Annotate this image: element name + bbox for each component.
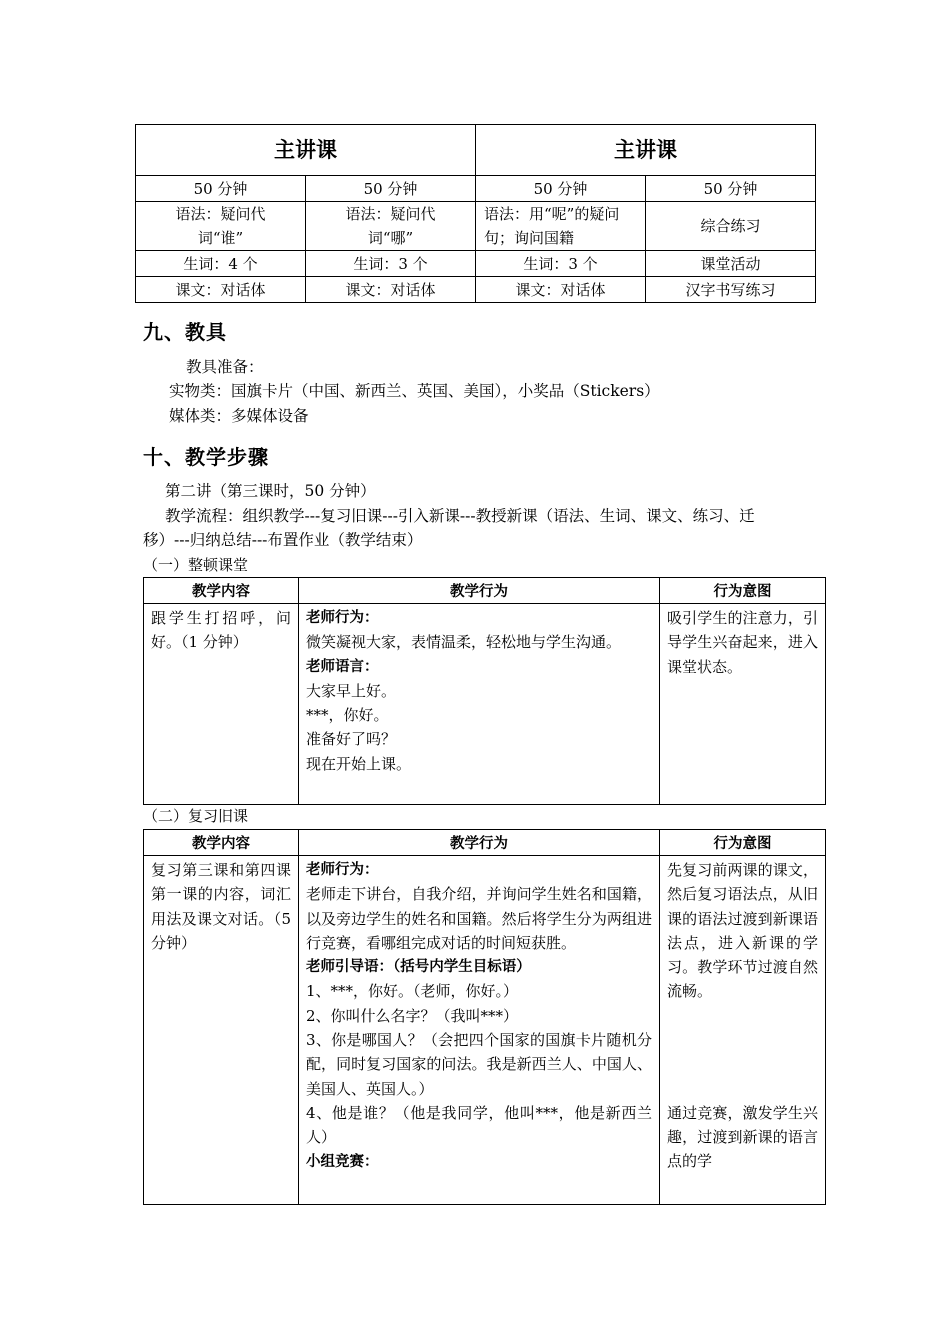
intent-cell: [660, 604, 826, 805]
content-text: 复习第三课和第四课第一课的内容，词汇用法及课文对话。（5 分钟）: [151, 861, 291, 952]
content-text: 跟学生打招呼，问好。（1 分钟）: [151, 609, 291, 652]
behavior-line: 大家早上好。: [306, 681, 397, 700]
intent-cell: [660, 856, 826, 1205]
schedule-header-2: 主讲课: [476, 125, 816, 176]
section-10-title: 十、教学步骤: [143, 445, 269, 469]
schedule-cell: 50 分钟: [476, 176, 646, 202]
behavior-line: 小组竞赛：: [306, 1153, 379, 1170]
column-header-behavior: 教学行为: [299, 578, 660, 604]
intent-text: 吸引学生的注意力，引导学生兴奋起来，进入课堂状态。: [667, 609, 818, 676]
column-header-intent: 行为意图: [660, 578, 826, 604]
behavior-cell: [299, 604, 660, 805]
behavior-line: 老师行为：: [306, 610, 379, 626]
physical-aids-line: 实物类：国旗卡片（中国、新西兰、英国、美国），小奖品（Stickers）: [169, 382, 660, 400]
schedule-cell: 生词：4 个: [136, 251, 306, 277]
behavior-line: 微笑凝视大家，表情温柔，轻松地与学生沟通。: [306, 633, 622, 652]
schedule-cell: 语法：用“呢”的疑问句；询问国籍: [476, 202, 646, 251]
schedule-header-1: 主讲课: [136, 125, 476, 176]
column-header-intent: 行为意图: [660, 830, 826, 856]
media-aids-line: 媒体类：多媒体设备: [169, 407, 309, 425]
intent-text-1: 先复习前两课的课文，然后复习语法点，从旧课的语法过渡到新课语法点，进入新课的学习。教学环节过渡自然流畅。: [667, 861, 818, 1001]
section-9-title: 九、教具: [143, 320, 227, 344]
lecture-info: 第二讲（第三课时，50 分钟）: [165, 482, 376, 500]
part-1-label: （一）整顿课堂: [143, 556, 249, 574]
schedule-cell: 课堂活动: [646, 251, 816, 277]
schedule-table: [135, 124, 816, 303]
behavior-line: 4、他是谁？（他是我同学，他叫***，他是新西兰人）: [306, 1103, 652, 1147]
schedule-cell: 课文：对话体: [306, 277, 476, 303]
content-cell: [144, 604, 299, 805]
behavior-line: 老师语言：: [306, 658, 379, 675]
schedule-cell: 语法：疑问代词“谁”: [136, 202, 306, 251]
behavior-line: 老师走下讲台，自我介绍，并询问学生姓名和国籍，以及旁边学生的姓名和国籍。然后将学生分为两组进行竞赛，看哪组完成对话的时间短获胜。: [306, 885, 652, 952]
behavior-line: 2、你叫什么名字？（我叫***）: [306, 1006, 519, 1025]
part-2-label: （二）复习旧课: [143, 807, 249, 825]
behavior-line: 老师引导语：（括号内学生目标语）: [306, 959, 531, 976]
column-header-content: 教学内容: [144, 578, 299, 604]
behavior-line: ***，你好。: [306, 706, 389, 725]
schedule-cell: 50 分钟: [306, 176, 476, 202]
column-header-content: 教学内容: [144, 830, 299, 856]
behavior-line: 3、你是哪国人？（会把四个国家的国旗卡片随机分配，同时复习国家的问法。我是新西兰人、中国人、美国人、英国人。）: [306, 1031, 652, 1098]
behavior-line: 准备好了吗？: [306, 730, 397, 749]
schedule-cell: 课文：对话体: [476, 277, 646, 303]
schedule-cell: 语法：疑问代词“哪”: [306, 202, 476, 251]
schedule-cell: 50 分钟: [646, 176, 816, 202]
behavior-line: 1、***，你好。（老师，你好。）: [306, 982, 519, 1001]
intent-text-2: 通过竞赛，激发学生兴趣，过渡到新课的语言点的学: [667, 1103, 818, 1171]
schedule-cell: 生词：3 个: [476, 251, 646, 277]
behavior-line: 老师行为：: [306, 862, 379, 878]
teaching-aids-label: 教具准备：: [186, 358, 264, 376]
column-header-behavior: 教学行为: [299, 830, 660, 856]
schedule-cell: 生词：3 个: [306, 251, 476, 277]
flow-line-1: 教学流程：组织教学---复习旧课---引入新课---教授新课（语法、生词、课文、练习、迁: [165, 507, 755, 525]
schedule-cell: 50 分钟: [136, 176, 306, 202]
content-cell: [144, 856, 299, 1205]
behavior-cell: [299, 856, 660, 1205]
intent-spacer: [667, 1004, 818, 1101]
flow-line-2: 移）---归纳总结---布置作业（教学结束）: [143, 531, 423, 549]
part-1-table: [143, 577, 826, 805]
part-2-table: [143, 829, 826, 1205]
schedule-cell: 汉字书写练习: [646, 277, 816, 303]
schedule-cell: 综合练习: [646, 202, 816, 251]
behavior-line: 现在开始上课。: [306, 754, 412, 773]
schedule-cell: 课文：对话体: [136, 277, 306, 303]
